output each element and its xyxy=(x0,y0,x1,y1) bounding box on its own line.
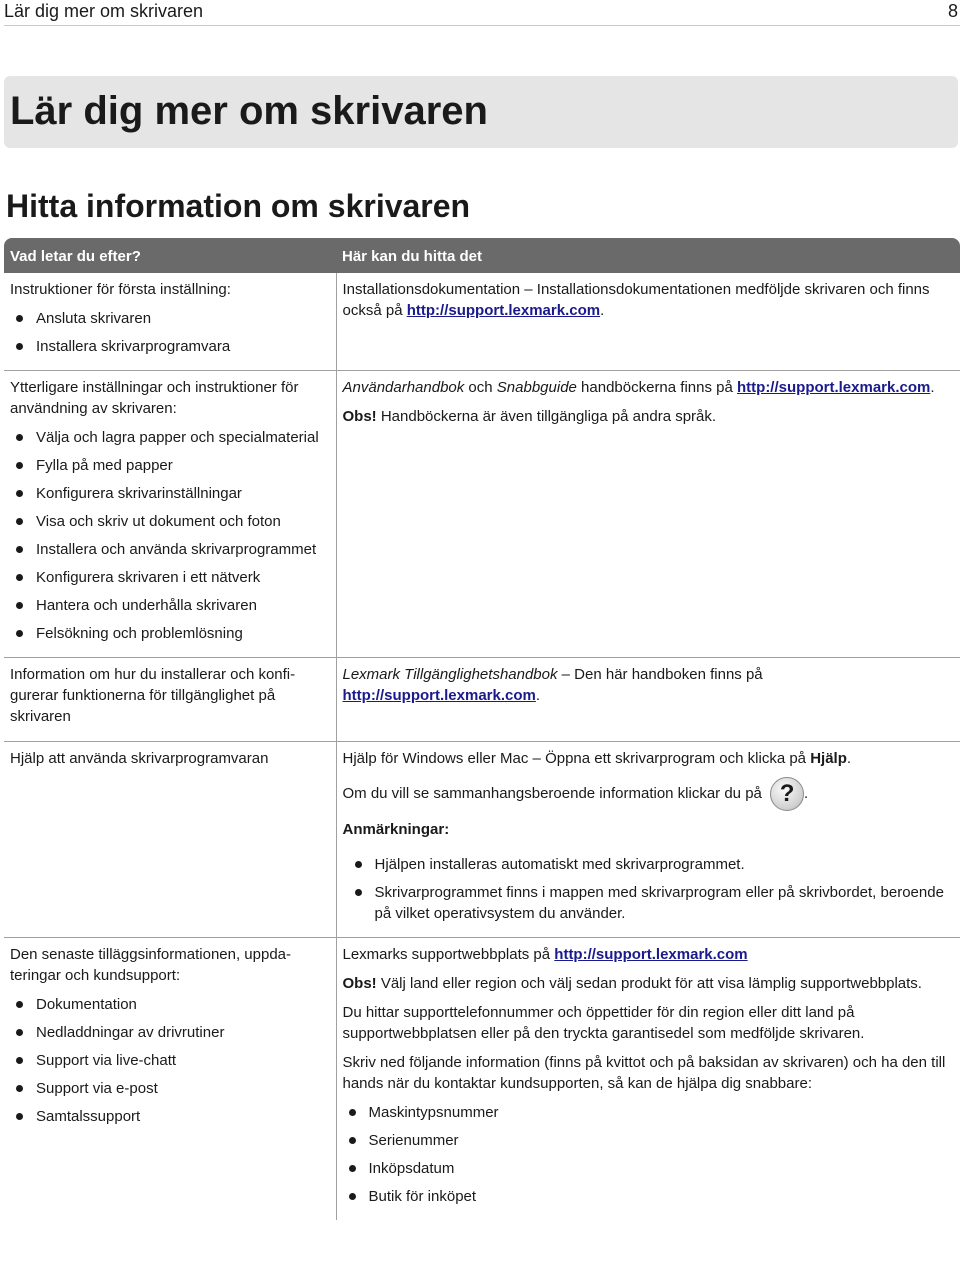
row-intro: Den senaste tilläggsinformationen, uppdateringar och kundsupport: xyxy=(10,946,292,984)
bullet-list xyxy=(10,994,330,1127)
list-item: Maskintypsnummer xyxy=(343,1102,955,1123)
running-header xyxy=(4,0,960,26)
bullet-list xyxy=(10,308,330,357)
cell-where xyxy=(336,938,960,1221)
support-phone-text: Du hittar supporttelefonnummer och öppettider för din region eller ditt land på supportwebbplatsen eller på den tryckta garantisedel som medföljde skrivaren. xyxy=(342,1004,865,1042)
list-item: Dokumentation xyxy=(10,994,330,1015)
row-intro: Ytterligare inställningar och instruktioner för användning av skrivaren: xyxy=(10,379,299,417)
table-row xyxy=(4,273,960,371)
cell-where xyxy=(336,371,960,658)
cell-what xyxy=(4,658,336,742)
bullet-list xyxy=(343,1102,955,1207)
column-header-what: Vad letar du efter? xyxy=(4,238,336,273)
list-item: Fylla på med papper xyxy=(10,455,330,476)
write-down-text: Skriv ned följande information (finns på kvittot och på baksidan av skrivaren) och ha den till hands när du kontaktar kundsupporten, så kan de hjälpa dig snabbare: xyxy=(342,1054,946,1092)
header-rule xyxy=(4,25,960,26)
support-site-text: Lexmarks supportwebbplats på http://support.lexmark.com xyxy=(342,946,748,963)
table-row xyxy=(4,742,960,938)
chapter-title-band xyxy=(4,76,958,148)
list-item: Konfigurera skrivaren i ett nätverk xyxy=(10,567,330,588)
running-header-title: Lär dig mer om skrivaren xyxy=(4,1,204,21)
list-item: Samtalssupport xyxy=(10,1106,330,1127)
table-header-row xyxy=(4,238,960,273)
list-item: Support via live-chatt xyxy=(10,1050,330,1071)
chapter-title: Lär dig mer om skrivaren xyxy=(10,89,488,133)
setup-doc-text: Installationsdokumentation – Installationsdokumentationen medföljde skrivaren och finns också på http://support.lexmark.com. xyxy=(342,281,930,319)
list-item: Nedladdningar av drivrutiner xyxy=(10,1022,330,1043)
list-item: Felsökning och problemlösning xyxy=(10,623,330,644)
list-item: Installera och använda skrivarprogrammet xyxy=(10,539,330,560)
cell-where xyxy=(336,273,960,371)
list-item: Installera skrivarprogramvara xyxy=(10,336,330,357)
support-link[interactable]: http://support.lexmark.com xyxy=(554,946,748,963)
support-link[interactable]: http://support.lexmark.com xyxy=(406,302,601,319)
list-item: Hantera och underhålla skrivaren xyxy=(10,595,330,616)
support-link[interactable]: http://support.lexmark.com xyxy=(737,379,931,396)
list-item: Ansluta skrivaren xyxy=(10,308,330,329)
table-row xyxy=(4,938,960,1221)
section-title: Hitta information om skrivaren xyxy=(6,188,471,224)
table-row xyxy=(4,658,960,742)
list-item: Skrivarprogrammet finns i mappen med skrivarprogram eller på skrivbordet, beroende på vilket operativsystem du använder. xyxy=(349,882,955,924)
cell-what xyxy=(4,273,336,371)
table-row xyxy=(4,371,960,658)
info-table xyxy=(4,238,960,1220)
bullet-list xyxy=(10,427,330,644)
help-text: Hjälp för Windows eller Mac – Öppna ett skrivarprogram och klicka på Hjälp. xyxy=(342,750,852,767)
user-guide-text: Användarhandbok och Snabbguide handböckerna finns på http://support.lexmark.com. xyxy=(342,379,935,396)
cell-what xyxy=(4,938,336,1221)
cell-where xyxy=(336,658,960,742)
cell-where xyxy=(336,742,960,938)
column-header-where: Här kan du hitta det xyxy=(336,238,960,273)
list-item: Hjälpen installeras automatiskt med skrivarprogrammet. xyxy=(349,854,955,875)
help-question-icon: ? xyxy=(770,777,804,811)
row-intro: Instruktioner för första inställning: xyxy=(10,281,231,298)
accessibility-guide-text: Lexmark Tillgänglighetshandbok – Den här handboken finns på http://support.lexmark.com. xyxy=(342,666,763,704)
row-text: Information om hur du installerar och konfigurerar funktionerna för tillgänglighet på skrivaren xyxy=(10,666,296,725)
list-item: Konfigurera skrivarinställningar xyxy=(10,483,330,504)
row-text: Hjälp att använda skrivarprogramvaran xyxy=(10,750,269,767)
notes-label: Anmärkningar: xyxy=(342,821,450,838)
context-help-text: Om du vill se sammanhangsberoende information klickar du på ? . xyxy=(343,777,955,811)
list-item: Visa och skriv ut dokument och foton xyxy=(10,511,330,532)
list-item: Support via e-post xyxy=(10,1078,330,1099)
note-text: Obs! Välj land eller region och välj sedan produkt för att visa lämplig supportwebbplats. xyxy=(342,975,922,992)
list-item: Butik för inköpet xyxy=(343,1186,955,1207)
cell-what xyxy=(4,742,336,938)
bullet-list xyxy=(343,854,955,924)
list-item: Inköpsdatum xyxy=(343,1158,955,1179)
list-item: Välja och lagra papper och specialmaterial xyxy=(10,427,330,448)
cell-what xyxy=(4,371,336,658)
support-link[interactable]: http://support.lexmark.com xyxy=(342,687,536,704)
note-text: Obs! Handböckerna är även tillgängliga på andra språk. xyxy=(342,408,717,425)
list-item: Serienummer xyxy=(343,1130,955,1151)
page-number: 8 xyxy=(947,1,958,21)
